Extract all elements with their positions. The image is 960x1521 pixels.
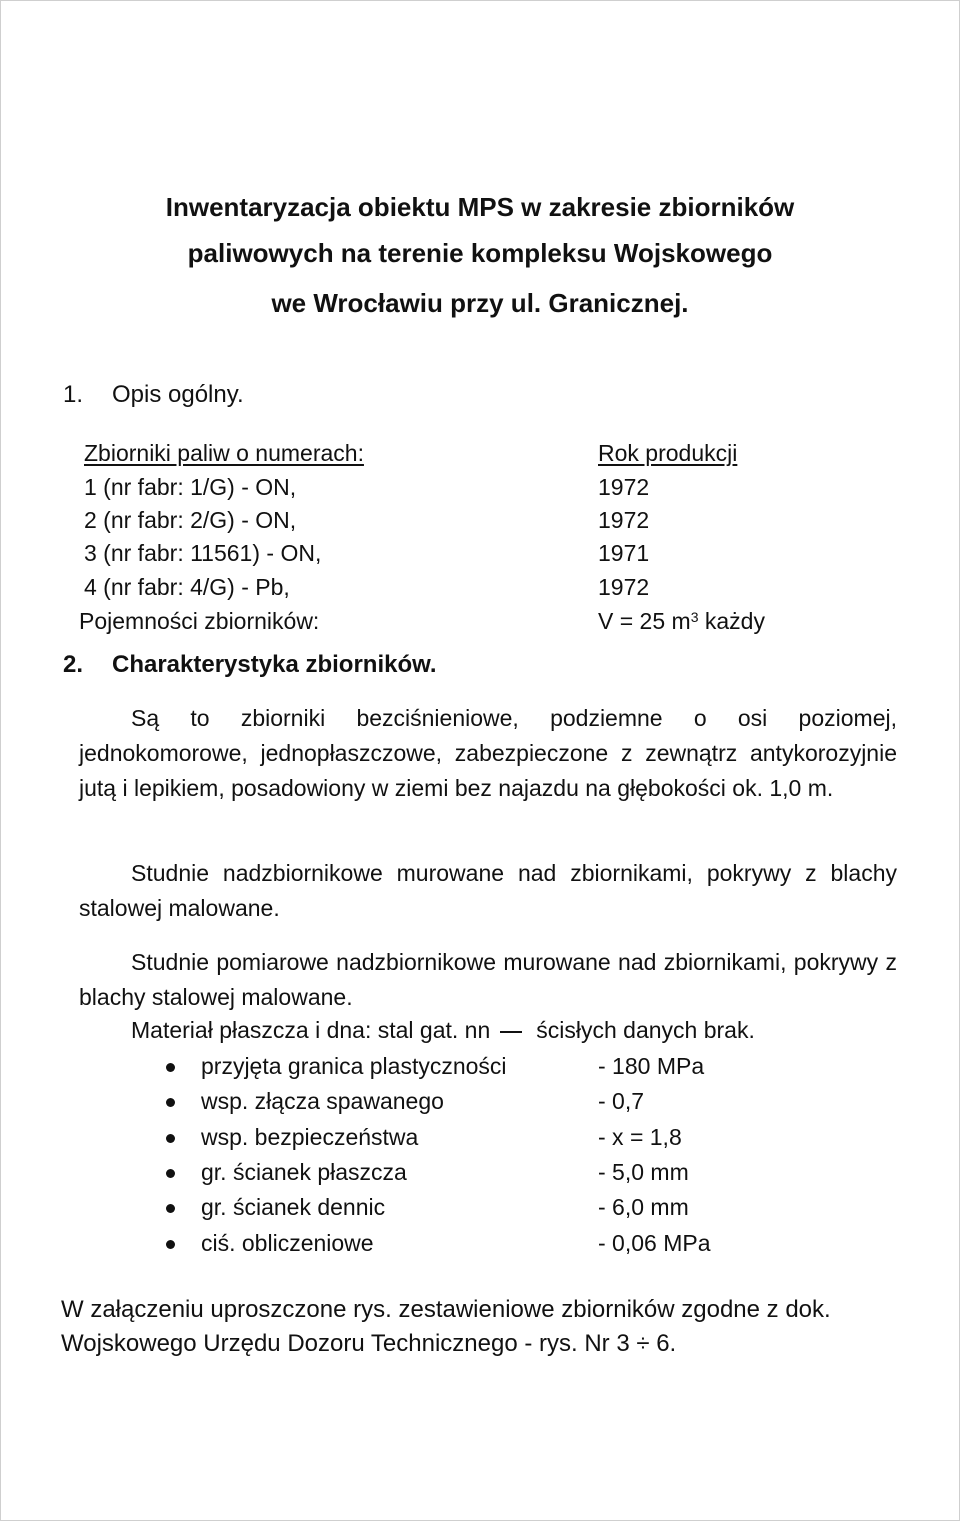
- description-paragraph-2: [79, 856, 897, 926]
- capacity-value-text: V = 25 m: [598, 608, 691, 634]
- section-1-number: 1.: [63, 381, 84, 408]
- tank-row-2-label: 2 (nr fabr: 2/G) - ON,: [84, 507, 297, 533]
- year-column-header: Rok produkcji: [598, 440, 738, 466]
- attachment-note-line-1: W załączeniu uproszczone rys. zestawieniowe zbiorników zgodne z dok.: [61, 1296, 831, 1323]
- parameter-label: przyjęta granica plastyczności: [201, 1053, 507, 1079]
- tank-row-1-year: 1972: [598, 474, 650, 500]
- material-line: [131, 1016, 755, 1044]
- parameter-label: ciś. obliczeniowe: [201, 1230, 374, 1256]
- section-1-heading: Opis ogólny.: [112, 381, 244, 408]
- bullet-icon: [166, 1134, 175, 1143]
- description-paragraph-3-text: Studnie pomiarowe nadzbiornikowe murowane nad zbiornikami, pokrywy z blachy stalowej malowane.: [79, 949, 897, 1010]
- document-title-line-1: Inwentaryzacja obiektu MPS w zakresie zbiorników: [165, 192, 795, 222]
- document-title-line-2: paliwowych na terenie kompleksu Wojskowego: [187, 238, 773, 268]
- material-note: ścisłych danych brak.: [536, 1017, 755, 1043]
- bullet-icon: [166, 1098, 175, 1107]
- tank-row-2-year: 1972: [598, 507, 650, 533]
- bullet-icon: [166, 1169, 175, 1178]
- document-title-line-3: we Wrocławiu przy ul. Granicznej.: [271, 288, 689, 318]
- parameter-value: - 5,0 mm: [598, 1159, 689, 1185]
- parameter-label: wsp. bezpieczeństwa: [201, 1124, 419, 1150]
- bullet-icon: [166, 1204, 175, 1213]
- parameter-value: - 6,0 mm: [598, 1194, 689, 1220]
- capacity-value-suffix: każdy: [698, 608, 765, 634]
- tank-row-4-year: 1972: [598, 574, 650, 600]
- parameter-label: gr. ścianek dennic: [201, 1194, 386, 1220]
- attachment-note-line-2: Wojskowego Urzędu Dozoru Technicznego - rys. Nr 3 ÷ 6.: [61, 1330, 677, 1357]
- tanks-column-header: Zbiorniki paliw o numerach:: [84, 440, 364, 466]
- parameter-value: - 0,7: [598, 1088, 645, 1114]
- parameter-value: - 180 MPa: [598, 1053, 705, 1079]
- parameter-value: - x = 1,8: [598, 1124, 682, 1150]
- description-paragraph-3: [79, 945, 897, 1015]
- section-2-number: 2.: [63, 651, 84, 678]
- tank-row-3-label: 3 (nr fabr: 11561) - ON,: [84, 540, 322, 566]
- capacity-unit-exponent: 3: [690, 609, 699, 625]
- capacity-label: Pojemności zbiorników:: [79, 608, 320, 634]
- capacity-value: [598, 607, 765, 635]
- description-paragraph-1: [79, 701, 897, 806]
- description-paragraph-2-text: Studnie nadzbiornikowe murowane nad zbiornikami, pokrywy z blachy stalowej malowane.: [79, 860, 897, 921]
- parameter-label: wsp. złącza spawanego: [201, 1088, 444, 1114]
- parameter-label: gr. ścianek płaszcza: [201, 1159, 407, 1185]
- material-text: Materiał płaszcza i dna: stal gat. nn: [131, 1017, 491, 1043]
- section-2-heading: Charakterystyka zbiorników.: [112, 651, 437, 678]
- tank-row-3-year: 1971: [598, 540, 650, 566]
- bullet-icon: [166, 1063, 175, 1072]
- bullet-icon: [166, 1240, 175, 1249]
- description-paragraph-1-text: Są to zbiorniki bezciśnieniowe, podziemne o osi poziomej, jednokomorowe, jednopłaszczowe, zabezpieczone z zewnątrz antykorozyjnie jutą i lepikiem, posadowiony w ziemi bez najazdu na głębokości ok. 1,0 m.: [79, 705, 897, 801]
- parameter-value: - 0,06 MPa: [598, 1230, 711, 1256]
- material-dash: [500, 1031, 522, 1033]
- tank-row-1-label: 1 (nr fabr: 1/G) - ON,: [84, 474, 297, 500]
- tank-row-4-label: 4 (nr fabr: 4/G) - Pb,: [84, 574, 290, 600]
